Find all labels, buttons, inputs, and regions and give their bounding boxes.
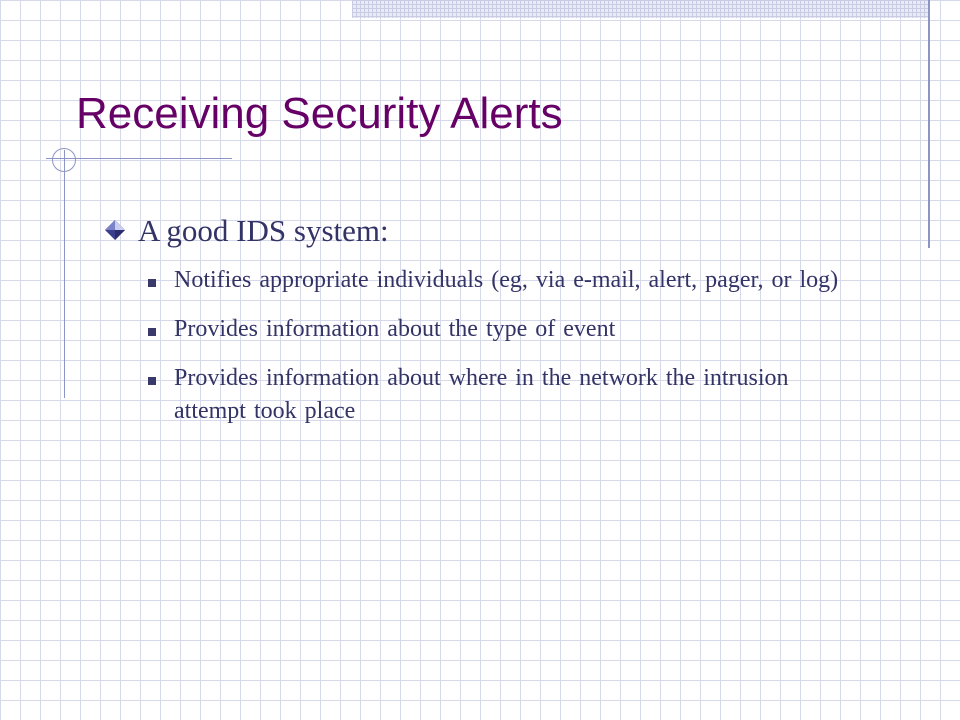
slide-body <box>104 210 884 444</box>
list-item <box>148 264 884 297</box>
sub-bullet-text: Notifies appropriate individuals (eg, via e-mail, alert, pager, or log) <box>174 267 839 293</box>
right-vertical-rule <box>928 0 930 248</box>
slide-title: Receiving Security Alerts <box>76 89 563 138</box>
sub-bullet-text: Provides information about where in the network the intrusion attempt took place <box>174 365 789 424</box>
square-bullet-icon <box>148 328 156 336</box>
square-bullet-icon <box>148 279 156 287</box>
header-texture-band <box>352 0 928 18</box>
square-bullet-icon <box>148 377 156 385</box>
main-bullet-text: A good IDS system: <box>138 213 389 248</box>
main-bullet <box>104 210 884 252</box>
left-vertical-rule <box>64 150 65 398</box>
list-item <box>148 313 884 346</box>
diamond-bullet-icon <box>104 219 126 241</box>
sub-bullet-list <box>104 264 884 428</box>
sub-bullet-text: Provides information about the type of event <box>174 316 616 342</box>
list-item <box>148 362 884 428</box>
corner-circle-ornament <box>52 148 76 172</box>
